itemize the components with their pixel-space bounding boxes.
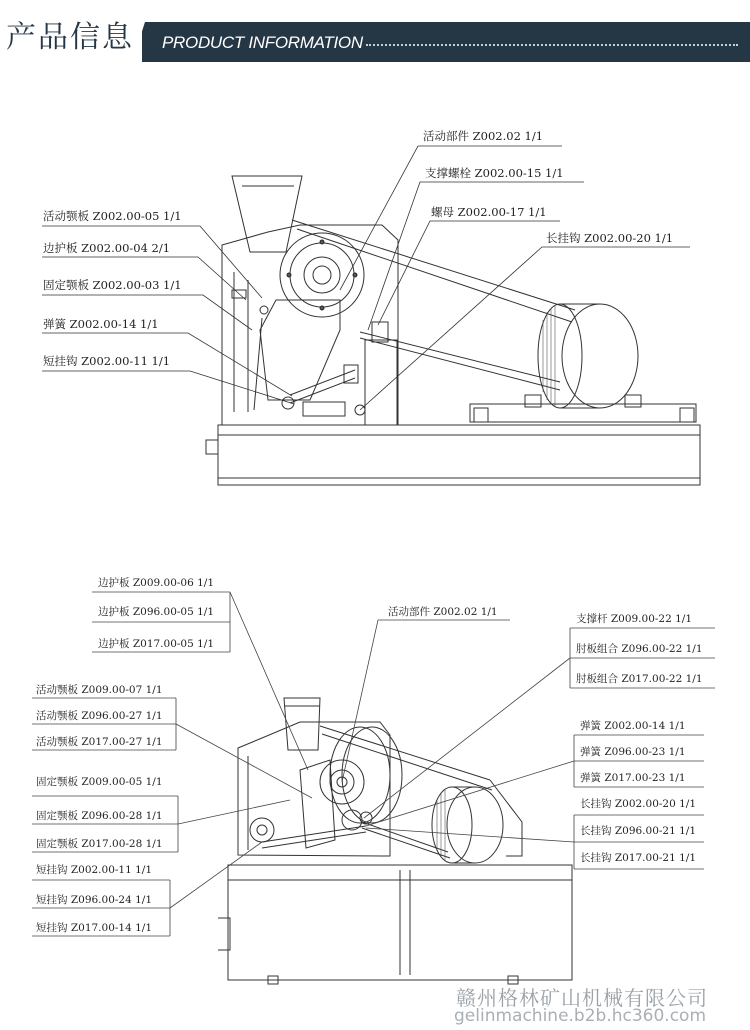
label-short-hook-z002: 短挂钩 Z002.00-11 1/1 [43,354,171,368]
top-crusher-drawing [206,176,700,485]
label-side-plate-z017: 边护板 Z017.00-05 1/1 [98,638,215,650]
label-moving-part-z002-02: 活动部件 Z002.02 1/1 [423,129,544,143]
label-moving-part-bottom: 活动部件 Z002.02 1/1 [388,606,498,618]
site-url-watermark: gelinmachine.b2b.hc360.com [454,1006,707,1026]
label-long-hook-z002: 长挂钩 Z002.00-20 1/1 [546,231,674,245]
label-side-plate-z096: 边护板 Z096.00-05 1/1 [98,606,215,618]
label-long-hook-z002-bottom: 长挂钩 Z002.00-20 1/1 [580,798,697,810]
label-short-hook-z017: 短挂钩 Z017.00-14 1/1 [36,922,153,934]
label-fixed-jaw-z009: 固定颚板 Z009.00-05 1/1 [36,776,163,788]
label-support-rod-z009: 支撑杆 Z009.00-22 1/1 [576,613,693,625]
section-title-en: PRODUCT INFORMATION [162,33,363,52]
label-moving-jaw-z017: 活动颚板 Z017.00-27 1/1 [36,736,163,748]
label-moving-jaw-z002: 活动颚板 Z002.00-05 1/1 [43,209,182,223]
label-side-plate-z002: 边护板 Z002.00-04 2/1 [43,241,171,255]
label-spring-z017: 弹簧 Z017.00-23 1/1 [580,772,686,784]
company-watermark: 赣州格林矿山机械有限公司 [456,986,708,1010]
label-toggle-plate-z096: 肘板组合 Z096.00-22 1/1 [576,643,703,655]
label-spring-z002-bottom: 弹簧 Z002.00-14 1/1 [580,720,686,732]
label-short-hook-z002-bottom: 短挂钩 Z002.00-11 1/1 [36,864,153,876]
label-fixed-jaw-z096: 固定颚板 Z096.00-28 1/1 [36,810,163,822]
label-spring-z096: 弹簧 Z096.00-23 1/1 [580,746,686,758]
label-support-bolt-z002: 支撑螺栓 Z002.00-15 1/1 [425,166,564,180]
label-nut-z002: 螺母 Z002.00-17 1/1 [431,205,547,219]
section-title-cn: 产品信息 [6,20,134,55]
label-spring-z002: 弹簧 Z002.00-14 1/1 [43,317,159,331]
label-side-plate-z009: 边护板 Z009.00-06 1/1 [98,577,215,589]
label-fixed-jaw-z017: 固定颚板 Z017.00-28 1/1 [36,838,163,850]
label-short-hook-z096: 短挂钩 Z096.00-24 1/1 [36,894,153,906]
label-long-hook-z096: 长挂钩 Z096.00-21 1/1 [580,825,697,837]
label-moving-jaw-z009: 活动颚板 Z009.00-07 1/1 [36,684,163,696]
label-long-hook-z017: 长挂钩 Z017.00-21 1/1 [580,852,697,864]
label-toggle-plate-z017: 肘板组合 Z017.00-22 1/1 [576,673,703,685]
bottom-crusher-drawing [218,698,572,984]
label-fixed-jaw-z002: 固定颚板 Z002.00-03 1/1 [43,278,182,292]
label-moving-jaw-z096: 活动颚板 Z096.00-27 1/1 [36,710,163,722]
